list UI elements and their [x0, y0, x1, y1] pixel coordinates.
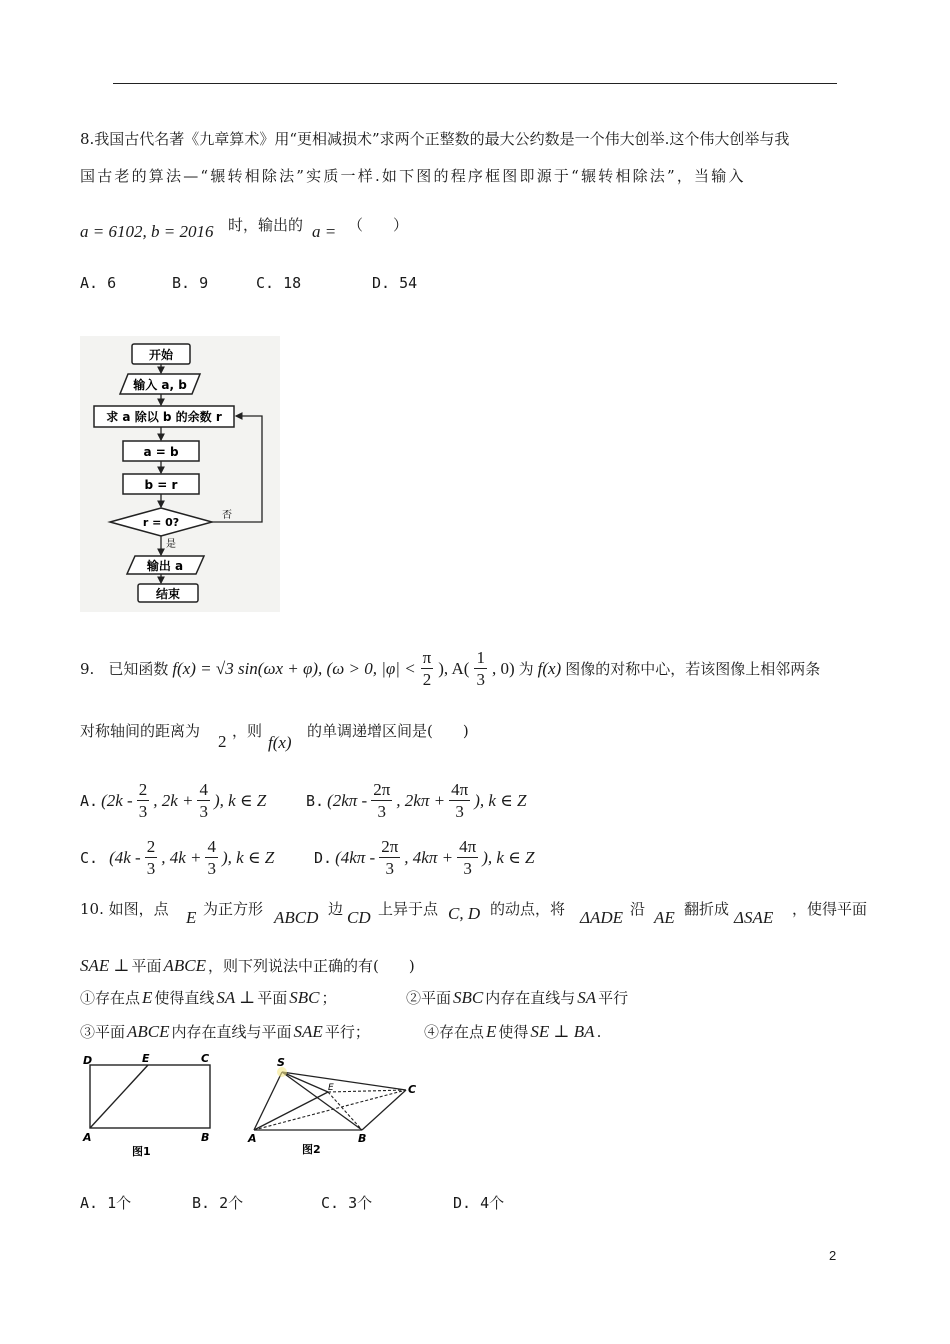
q9-a-f1n: 2	[138, 780, 148, 799]
flow-cond: r = 0?	[142, 516, 180, 529]
q9-b-f2n: 4π	[451, 780, 469, 799]
q9-d-part2: , 4kπ +	[404, 847, 454, 867]
fig1-label-d: D	[83, 1054, 93, 1067]
flow-no: 否	[222, 510, 232, 521]
q10-t7: 翻折成	[684, 900, 730, 918]
q9-post: 图像的对称中心，若该图像上相邻两条	[565, 660, 821, 678]
q9-d-frac1	[379, 838, 400, 877]
q10-s4-mid: 使得	[498, 1023, 529, 1041]
q10-s1-mid: 使得直线	[154, 989, 215, 1007]
q9-option-d	[314, 838, 534, 877]
q9-b-f1n: 2π	[373, 780, 391, 799]
q10-e: E	[186, 908, 197, 927]
fig1-label-b: B	[201, 1131, 210, 1144]
q8-input-expr: a = 6102, b = 2016	[80, 222, 214, 241]
fig2-label-s: S	[277, 1056, 285, 1069]
q9-a-f2d: 3	[199, 802, 208, 821]
q9-c-f2d: 3	[207, 859, 216, 878]
q10-s1-m2: SBC	[289, 988, 320, 1007]
q10-s4-m: SE ⊥ BA	[530, 1022, 595, 1041]
q10-t5: 的动点，将	[490, 900, 566, 918]
q10-s3-pre: ③平面	[80, 1023, 126, 1041]
q10-abcd: ABCD	[274, 908, 319, 927]
q9-mid: 为	[518, 660, 534, 678]
q9-b-frac2	[449, 781, 470, 820]
q9-a-f1d: 3	[138, 802, 148, 821]
q10-s1-pre: ①存在点	[80, 989, 141, 1007]
q9-option-a	[80, 781, 266, 820]
q9-frac-pi2	[421, 649, 434, 688]
flow-step1: 求 a 除以 b 的余数 r	[106, 410, 222, 424]
q9-d-f1n: 2π	[381, 837, 399, 856]
q10-s2-pre: ②平面	[406, 989, 452, 1007]
q9-a-part1: (2k -	[101, 790, 133, 810]
fig1-line-ae	[90, 1065, 148, 1128]
flow-start: 开始	[148, 348, 174, 362]
q9-pre: 已知函数	[108, 660, 169, 678]
q10-s3-m: ABCE	[127, 1022, 170, 1041]
q9-b-frac1	[371, 781, 392, 820]
q10-s1-end: ；	[321, 989, 337, 1007]
q9-option-a-label: A.	[80, 791, 99, 810]
q9-option-c-label: C.	[80, 848, 99, 867]
q9-d-f1d: 3	[385, 859, 394, 878]
q10-s2-m2: SA	[577, 988, 597, 1007]
q9-b-f1d: 3	[377, 802, 386, 821]
q10-s1-e: E	[142, 988, 153, 1007]
q9-a-frac1	[137, 781, 150, 820]
q10-s4-pre: ④存在点	[424, 1023, 485, 1041]
q9-option-d-label: D.	[314, 848, 333, 867]
q9-a-f2n: 4	[199, 780, 208, 799]
q10-t3: 边	[328, 900, 344, 918]
flow-output: 输出 a	[146, 559, 184, 573]
q10-t6: 沿	[630, 900, 646, 918]
q9-line1	[80, 649, 820, 688]
q9-c-part3: ), k ∈ Z	[221, 847, 275, 867]
q10-option-b: B. 2个	[192, 1194, 244, 1212]
fig2-label-b: B	[358, 1132, 367, 1145]
q10-s2-m: SBC	[453, 988, 484, 1007]
q10-stmt2	[406, 987, 628, 1008]
q10-s2-end: 平行	[598, 989, 629, 1007]
q9-frac-13	[474, 649, 487, 688]
q9-d-part3: ), k ∈ Z	[482, 847, 535, 867]
q10-t8: ，使得平面	[792, 900, 868, 918]
q9-c-f2n: 4	[207, 837, 216, 856]
q9-fx: f(x)	[537, 658, 562, 678]
q9-option-c	[80, 838, 274, 877]
q10-tri2: ΔSAE	[734, 908, 774, 927]
q10-line2	[80, 955, 415, 976]
q9-line2-pre: 对称轴间的距离为	[80, 722, 201, 740]
q9-func: f(x) = √3 sin(ωx + φ), (ω > 0, |φ| <	[172, 658, 416, 678]
q10-line2-math2: ABCE	[163, 956, 207, 975]
q9-c-part2: , 4k +	[161, 847, 202, 867]
q10-stmt3	[80, 1021, 370, 1042]
q10-s1-t: 平面	[257, 989, 288, 1007]
q9-b-part3: ), k ∈ Z	[474, 790, 527, 810]
q9-a-part3: ), k ∈ Z	[213, 790, 267, 810]
q10-s3-mid: 内存在直线与平面	[171, 1023, 292, 1041]
q9-frac13-num: 1	[476, 648, 485, 667]
fig1-label-c: C	[201, 1052, 210, 1065]
fig2-label-e: E	[328, 1083, 334, 1093]
q8-paren: （ ）	[348, 216, 409, 234]
q9-b-f2d: 3	[455, 802, 464, 821]
flowchart	[80, 336, 280, 612]
header-rule	[113, 83, 837, 84]
fig2-label-a: A	[248, 1132, 257, 1145]
q10-s3-m2: SAE	[293, 1022, 323, 1041]
q9-line2-mid: ，则	[232, 722, 263, 740]
q10-t2: 为正方形	[203, 900, 264, 918]
q9-d-part1: (4kπ -	[335, 847, 376, 867]
q10-line2-t: 平面	[131, 957, 162, 975]
q10-line2-end: ，则下列说法中正确的有( )	[208, 957, 415, 975]
q10-stmt1	[80, 987, 337, 1008]
q9-line2-post: 的单调递增区间是( )	[307, 722, 469, 740]
q9-d-f2d: 3	[463, 859, 472, 878]
q8-option-b: B. 9	[172, 274, 209, 292]
q9-c-part1: (4k -	[109, 847, 141, 867]
q9-a-frac2	[197, 781, 210, 820]
q10-tri1: ΔADE	[580, 908, 624, 927]
q9-num: 9.	[80, 659, 95, 678]
q9-frac-den: 2	[422, 670, 432, 689]
q8-line3	[80, 222, 213, 242]
fig1-label-a: A	[83, 1131, 92, 1144]
q10-line2-math: SAE ⊥	[80, 956, 130, 975]
q9-c-f1d: 3	[146, 859, 156, 878]
q9-option-b-label: B.	[306, 791, 325, 810]
q10-s4-end: .	[596, 1023, 602, 1041]
fig1-label-e: E	[142, 1052, 150, 1065]
q8-line2: 国古老的算法—“辗转相除法”实质一样.如下图的程序框图即源于“辗转相除法”，当输入	[80, 167, 746, 185]
q9-a-part2: , 2k +	[153, 790, 194, 810]
q9-b-part1: (2kπ -	[327, 790, 368, 810]
q8-mid-text: 时，输出的	[228, 216, 304, 234]
q10-s1-m: SA ⊥	[216, 988, 256, 1007]
fig1-caption: 图1	[132, 1145, 151, 1158]
q8-option-a: A. 6	[80, 274, 117, 292]
q8-output-var: a =	[312, 222, 337, 241]
page-number: 2	[829, 1248, 837, 1263]
q10-option-d: D. 4个	[453, 1194, 505, 1212]
q9-point-end: , 0)	[491, 658, 515, 678]
flow-yes: 是	[166, 539, 176, 550]
q10-t1: 10. 如图，点	[80, 900, 169, 918]
q8-option-c: C. 18	[256, 274, 302, 292]
fig2-label-c: C	[408, 1083, 417, 1096]
figure-1	[78, 1052, 228, 1162]
q9-b-part2: , 2kπ +	[396, 790, 446, 810]
q8-line1: 8.我国古代名著《九章算术》用“更相减损术”求两个正整数的最大公约数是一个伟大创举.这个伟大创举与我	[80, 130, 790, 148]
q10-s2-mid: 内存在直线与	[485, 989, 576, 1007]
q9-c-frac2	[205, 838, 218, 877]
q9-c-f1n: 2	[146, 837, 156, 856]
q10-cd: CD	[347, 908, 371, 927]
q9-d-f2n: 4π	[459, 837, 477, 856]
q10-s4-e: E	[486, 1022, 497, 1041]
q10-option-a: A. 1个	[80, 1194, 132, 1212]
q9-line2-fx: f(x)	[268, 733, 292, 752]
flow-step2: a = b	[143, 445, 179, 459]
q9-frac13-den: 3	[476, 670, 485, 689]
q9-d-frac2	[457, 838, 478, 877]
q9-dist: 2	[218, 732, 227, 751]
q8-option-d: D. 54	[372, 274, 418, 292]
figure-2	[244, 1050, 424, 1162]
q10-cd-pts: C, D	[448, 904, 481, 923]
fig2-caption: 图2	[302, 1143, 321, 1156]
q10-option-c: C. 3个	[321, 1194, 373, 1212]
q9-option-b	[306, 781, 526, 820]
flow-step3: b = r	[144, 478, 178, 492]
q10-stmt4	[424, 1021, 601, 1042]
q9-c-frac1	[145, 838, 158, 877]
fig1-square	[90, 1065, 210, 1128]
flow-input: 输入 a, b	[133, 378, 187, 392]
q9-frac-num: π	[422, 648, 432, 667]
flow-end: 结束	[155, 587, 181, 601]
q9-point: ), A(	[438, 658, 470, 678]
q10-ae: AE	[654, 908, 675, 927]
q10-t4: 上异于点	[378, 900, 439, 918]
q10-s3-end: 平行；	[324, 1023, 370, 1041]
